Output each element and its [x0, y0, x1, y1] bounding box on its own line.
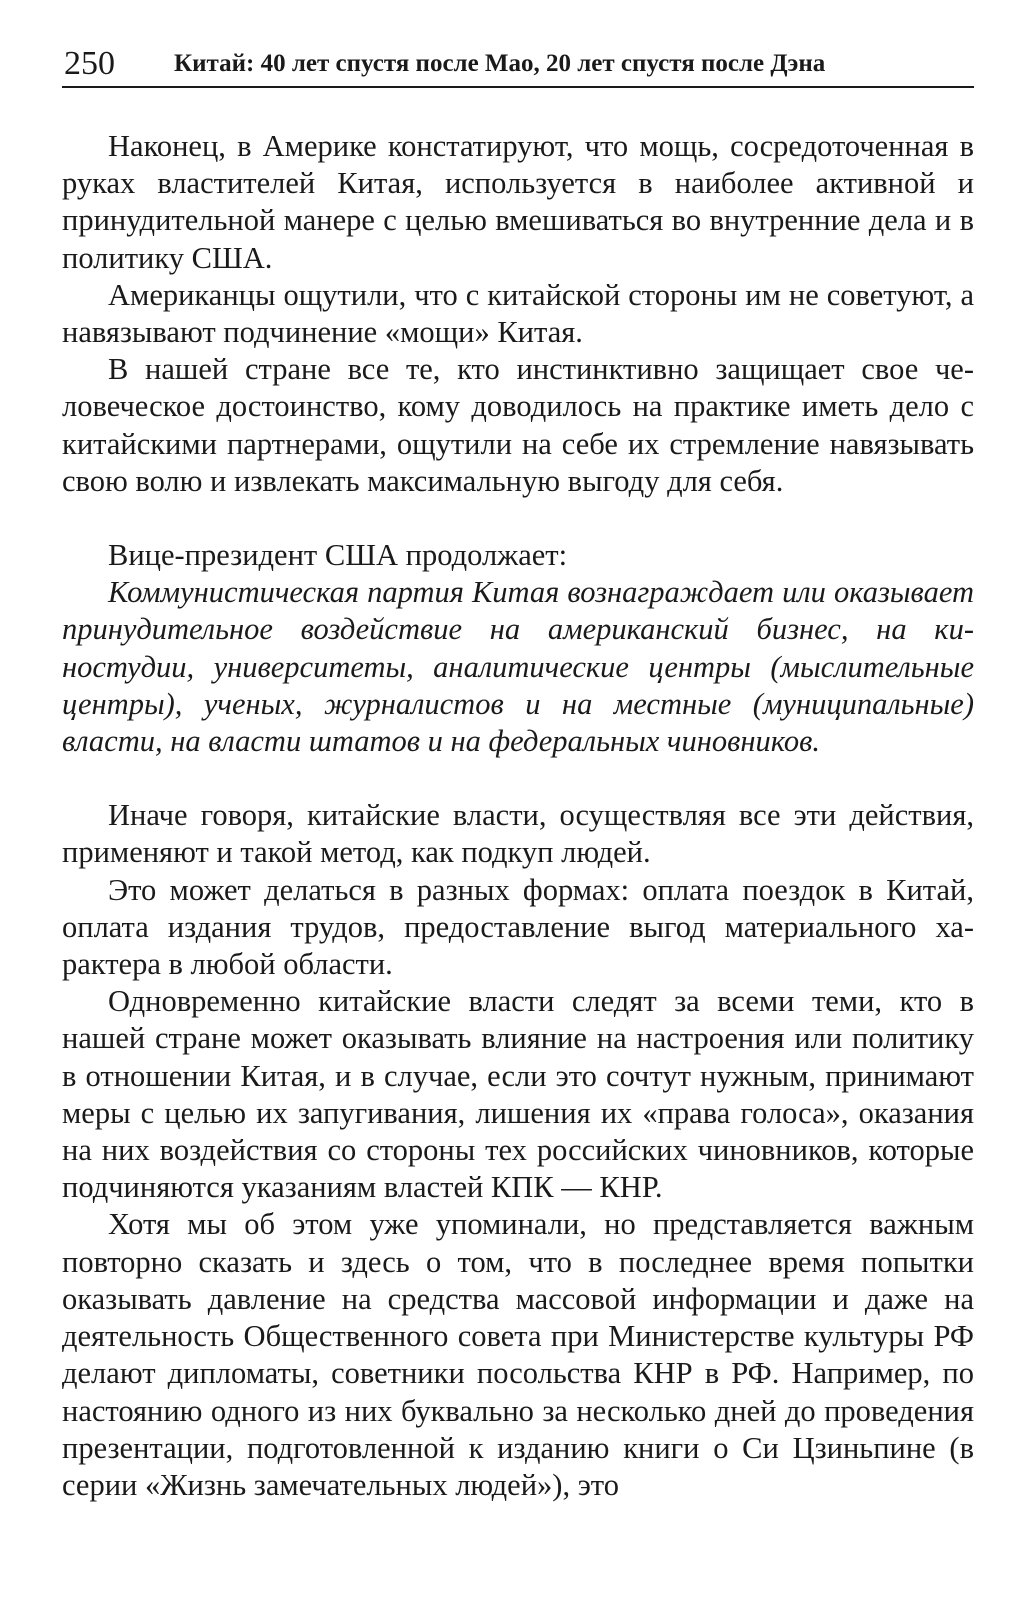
paragraph: Иначе говоря, китайские власти, осуществляя все эти действия, применяют и такой метод, как подкуп людей.: [62, 798, 974, 870]
paragraph: Наконец, в Америке констатируют, что мощь, сосредоточенная в руках властителей Китая, используется в наиболее активной и принудительной манере с целью вмешиваться во внутренние дела и в политику США.: [62, 129, 974, 275]
paragraph: Вице-президент США продолжает:: [108, 538, 568, 573]
paragraph: Одновременно китайские власти следят за всеми теми, кто в нашей стране может оказывать влияние на настроения или политику в отношении Китая, и в случае, если это сочтут нужным, принимают меры с целью их запугивания, лишения их «права голоса», оказания на них воздействия со стороны тех российских чиновников, которые подчиняются указаниям властей КПК — КНР.: [62, 984, 974, 1205]
paragraph: Это может делаться в разных формах: оплата поездок в Китай, оплата издания трудов, предоставление выгод материального характера в любой области.: [62, 872, 974, 982]
quote-paragraph: Коммунистическая партия Китая вознаграждает или оказывает принудительное воздействие на американский бизнес, на киностудии, университеты, аналитические центры (мыслительные центры), ученых, журналистов и на местные (муниципальные) власти, на власти штатов и на федеральных чиновников.: [62, 575, 974, 759]
paragraph: В нашей стране все те, кто инстинктивно защищает свое человеческое достоинство, кому доводилось на практике иметь дело с китайскими партнерами, ощутили на себе их стремление навязывать свою волю и извлекать максимальную выгоду для себя.: [62, 352, 974, 498]
paragraph: Американцы ощутили, что с китайской стороны им не советуют, а навязывают подчинение «мощи» Китая.: [62, 277, 974, 350]
paragraph: Хотя мы об этом уже упоминали, но представляется важным повторно сказать и здесь о том, что в последнее время попытки оказывать давление на средства массовой информации и даже на деятельность Общественного совета при Министерстве культуры РФ делают дипломаты, советники посольства КНР в РФ. Например, по настоянию одного из них буквально за несколько дней до проведения презентации, подготовленной к изданию книги о Си Цзиньпине (в серии «Жизнь замечательных людей»), это: [62, 1207, 974, 1502]
page-number: 250: [64, 45, 115, 82]
running-title: Китай: 40 лет спустя после Мао, 20 лет спустя после Дэна: [174, 50, 826, 77]
body-text: [62, 128, 974, 1504]
running-head: [62, 40, 974, 88]
